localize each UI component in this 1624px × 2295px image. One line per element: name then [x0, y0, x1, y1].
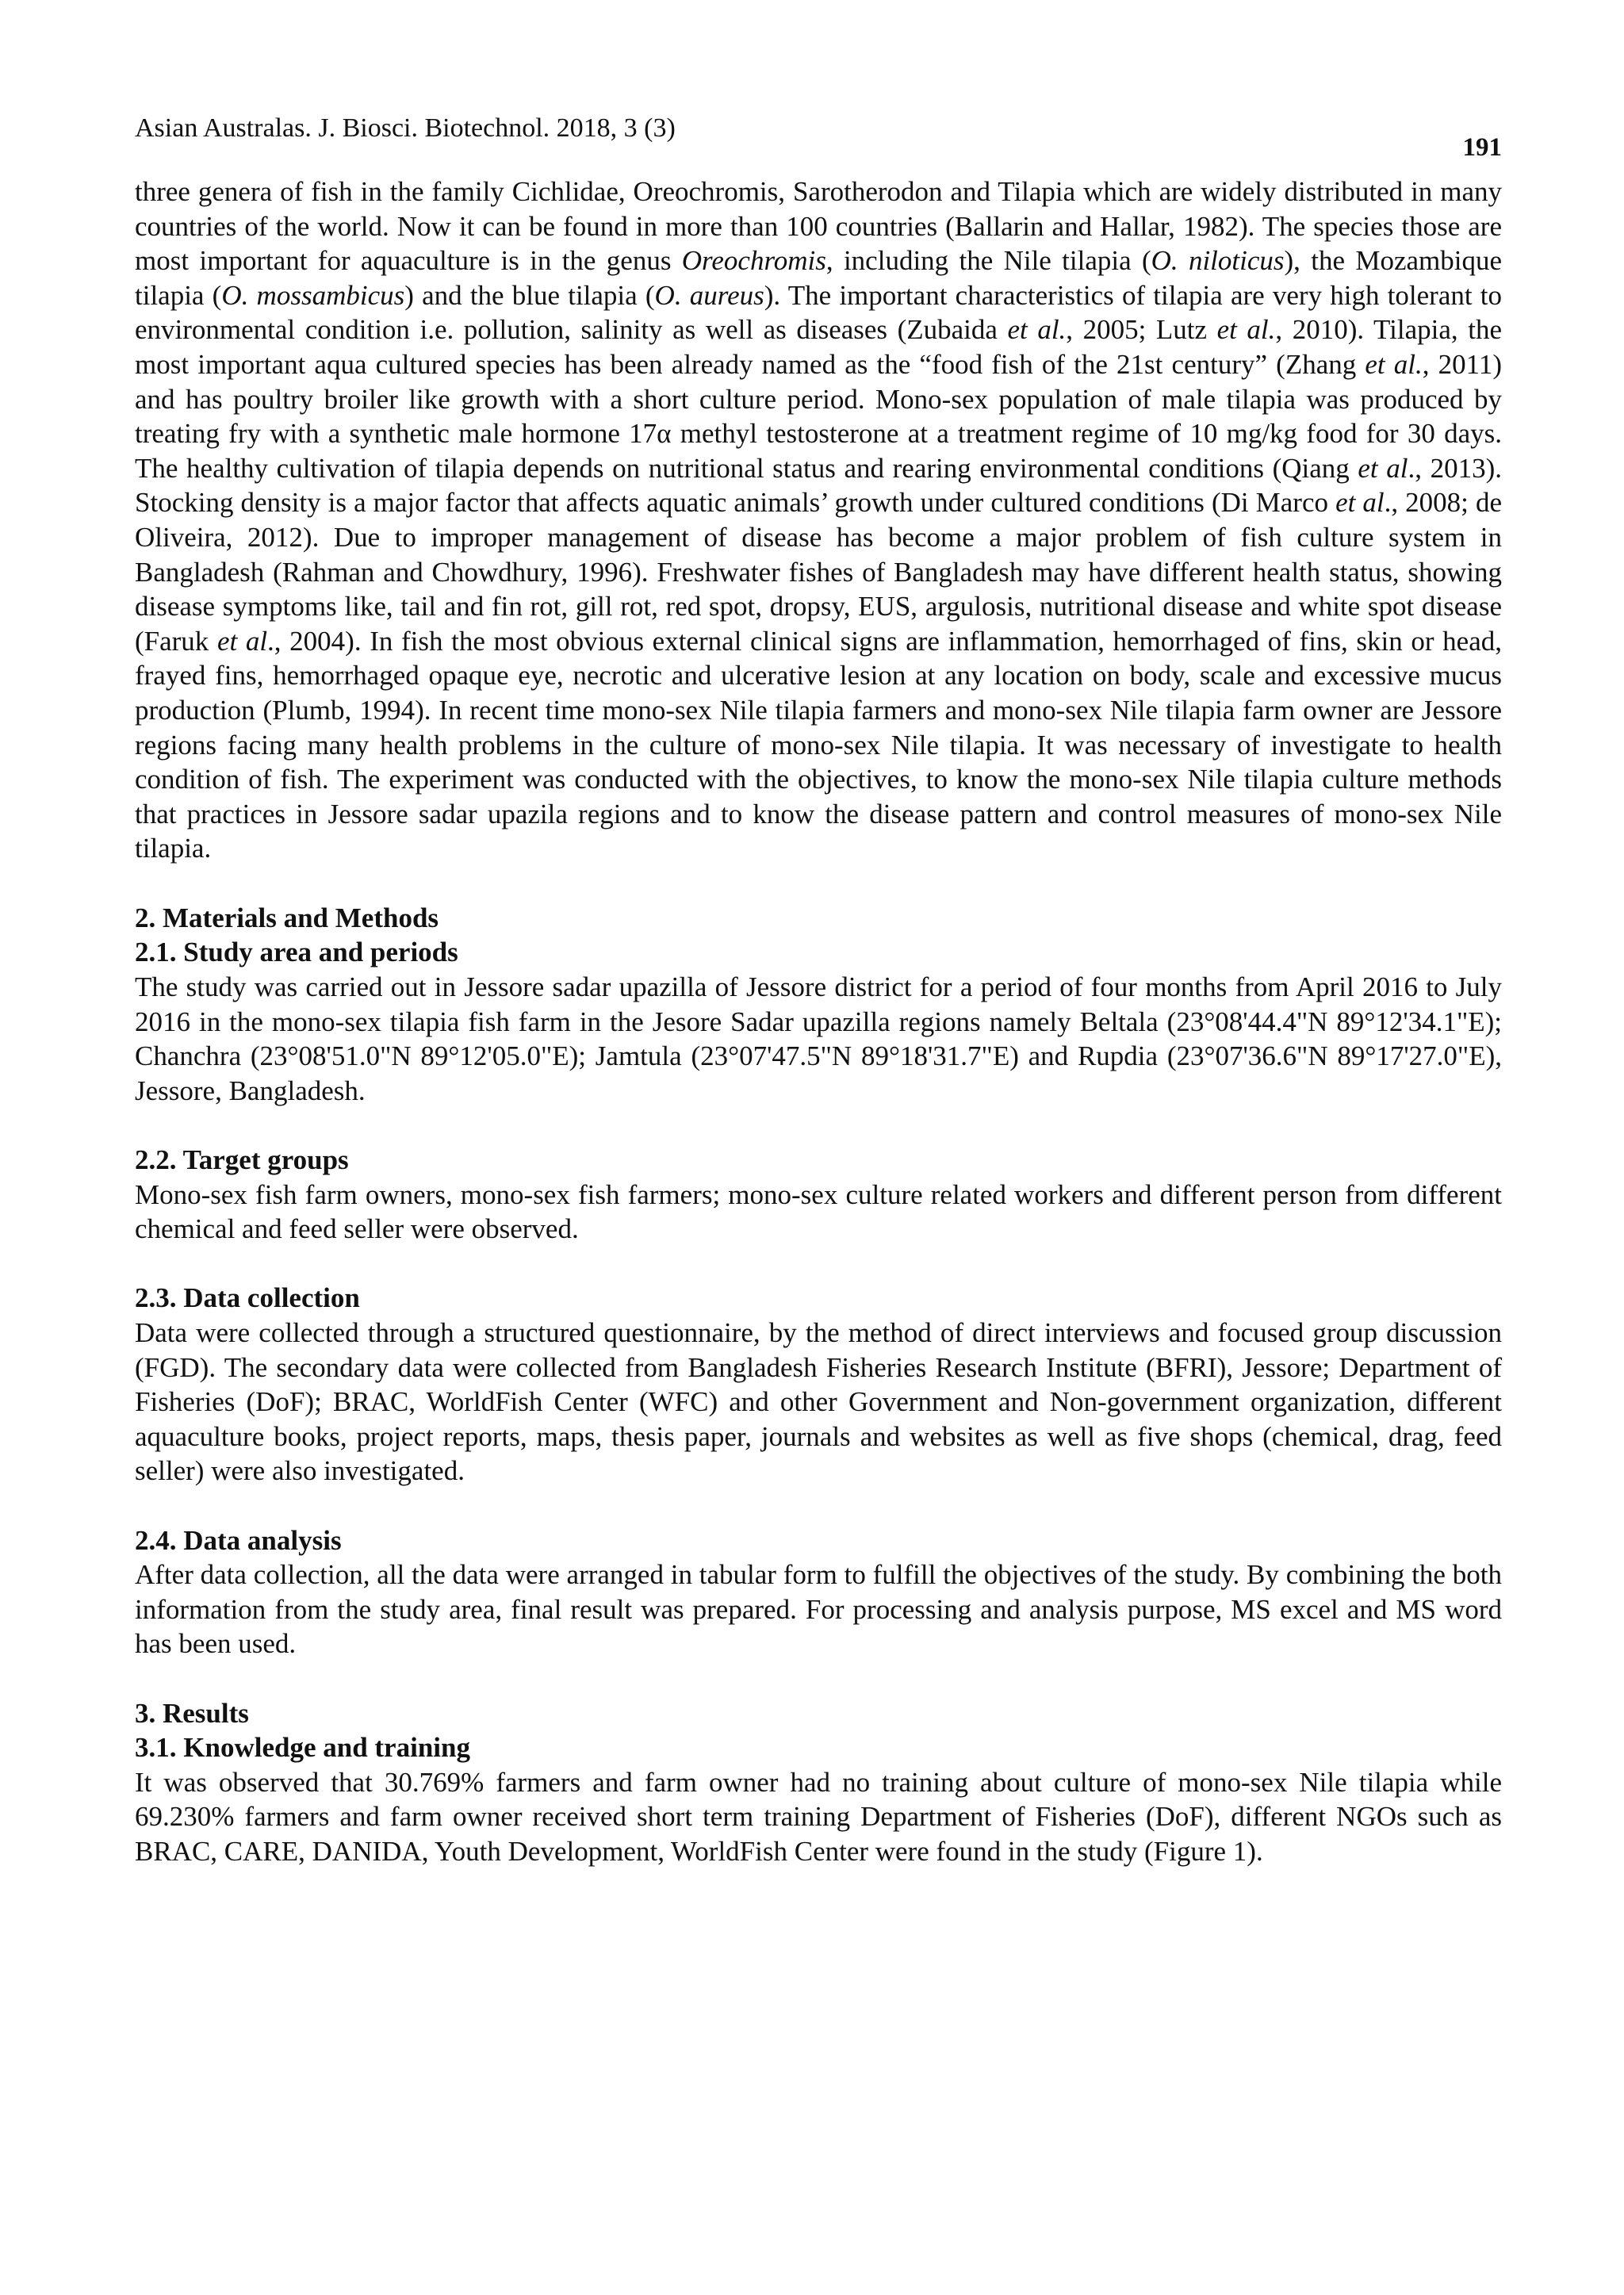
- running-head: Asian Australas. J. Biosci. Biotechnol. 2018, 3 (3): [135, 113, 676, 143]
- data-collection-paragraph: Data were collected through a structured questionnaire, by the method of direct interviews and focused group discussion (FGD). The secondary data were collected from Bangladesh Fisheries Research Institute (BFRI), Jessore; Department of Fisheries (DoF); BRAC, WorldFish Center (WFC) and other Government and Non-government organization, different aquaculture books, project reports, maps, thesis paper, journals and websites as well as five shops (chemical, drag, feed seller) were also investigated.: [135, 1317, 1502, 1487]
- page-number: 191: [1462, 133, 1502, 162]
- section-heading-methods: 2. Materials and Methods: [135, 902, 439, 933]
- study-area-paragraph: The study was carried out in Jessore sadar upazilla of Jessore district for a period of four months from April 2016 to July 2016 in the mono-sex tilapia fish farm in the Jesore Sadar upazilla regions namely Beltala (23°08'44.4"N 89°12'34.1"E); Chanchra (23°08'51.0"N 89°12'05.0"E); Jamtula (23°07'47.5"N 89°18'31.7"E) and Rupdia (23°07'36.6"N 89°17'27.0"E), Jessore, Bangladesh.: [135, 971, 1502, 1106]
- data-analysis-paragraph: After data collection, all the data were arranged in tabular form to fulfill the objectives of the study. By combining the both information from the study area, final result was prepared. For processing and analysis purpose, MS excel and MS word has been used.: [135, 1559, 1502, 1660]
- subsection-heading-data-collection: 2.3. Data collection: [135, 1282, 360, 1314]
- subsection-heading-target-groups: 2.2. Target groups: [135, 1144, 349, 1176]
- subsection-heading-data-analysis: 2.4. Data analysis: [135, 1524, 342, 1556]
- section-heading-results: 3. Results: [135, 1697, 249, 1729]
- target-groups-paragraph: Mono-sex fish farm owners, mono-sex fish farmers; mono-sex culture related workers and different person from different chemical and feed seller were observed.: [135, 1178, 1502, 1245]
- intro-paragraph: three genera of fish in the family Cichlidae, Oreochromis, Sarotherodon and Tilapia which are widely distributed in many countries of the world. Now it can be found in more than 100 countries (Ballarin and Hallar, 1982). The species those are most important for aquaculture is in the genus Oreochromis, including the Nile tilapia (O. niloticus), the Mozambique tilapia (O. mossambicus) and the blue tilapia (O. aureus). The important characteristics of tilapia are very high tolerant to environmental condition i.e. pollution, salinity as well as diseases (Zubaida et al., 2005; Lutz et al., 2010). Tilapia, the most important aqua cultured species has been already named as the “food fish of the 21st century” (Zhang et al., 2011) and has poultry broiler like growth with a short culture period. Mono-sex population of male tilapia was produced by treating fry with a synthetic male hormone 17α methyl testosterone at a treatment regime of 10 mg/kg food for 30 days. The healthy cultivation of tilapia depends on nutritional status and rearing environmental conditions (Qiang et al., 2013). Stocking density is a major factor that affects aquatic animals’ growth under cultured conditions (Di Marco et al., 2008; de Oliveira, 2012). Due to improper management of disease has become a major problem of fish culture system in Bangladesh (Rahman and Chowdhury, 1996). Freshwater fishes of Bangladesh may have different health status, showing disease symptoms like, tail and fin rot, gill rot, red spot, dropsy, EUS, argulosis, nutritional disease and white spot disease (Faruk et al., 2004). In fish the most obvious external clinical signs are inflammation, hemorrhaged of fins, skin or head, frayed fins, hemorrhaged opaque eye, necrotic and ulcerative lesion at any location on body, scale and excessive mucus production (Plumb, 1994). In recent time mono-sex Nile tilapia farmers and mono-sex Nile tilapia farm owner are Jessore regions facing many health problems in the culture of mono-sex Nile tilapia. It was necessary of investigate to health condition of fish. The experiment was conducted with the objectives, to know the mono-sex Nile tilapia culture methods that practices in Jessore sadar upazila regions and to know the disease pattern and control measures of mono-sex Nile tilapia.: [135, 176, 1503, 864]
- knowledge-paragraph: It was observed that 30.769% farmers and farm owner had no training about culture of mono-sex Nile tilapia while 69.230% farmers and farm owner received short term training Department of Fisheries (DoF), different NGOs such as BRAC, CARE, DANIDA, Youth Development, WorldFish Center were found in the study (Figure 1).: [135, 1766, 1502, 1867]
- subsection-heading-knowledge: 3.1. Knowledge and training: [135, 1732, 470, 1764]
- subsection-heading-study-area: 2.1. Study area and periods: [135, 937, 458, 968]
- article-body: [135, 174, 1502, 1869]
